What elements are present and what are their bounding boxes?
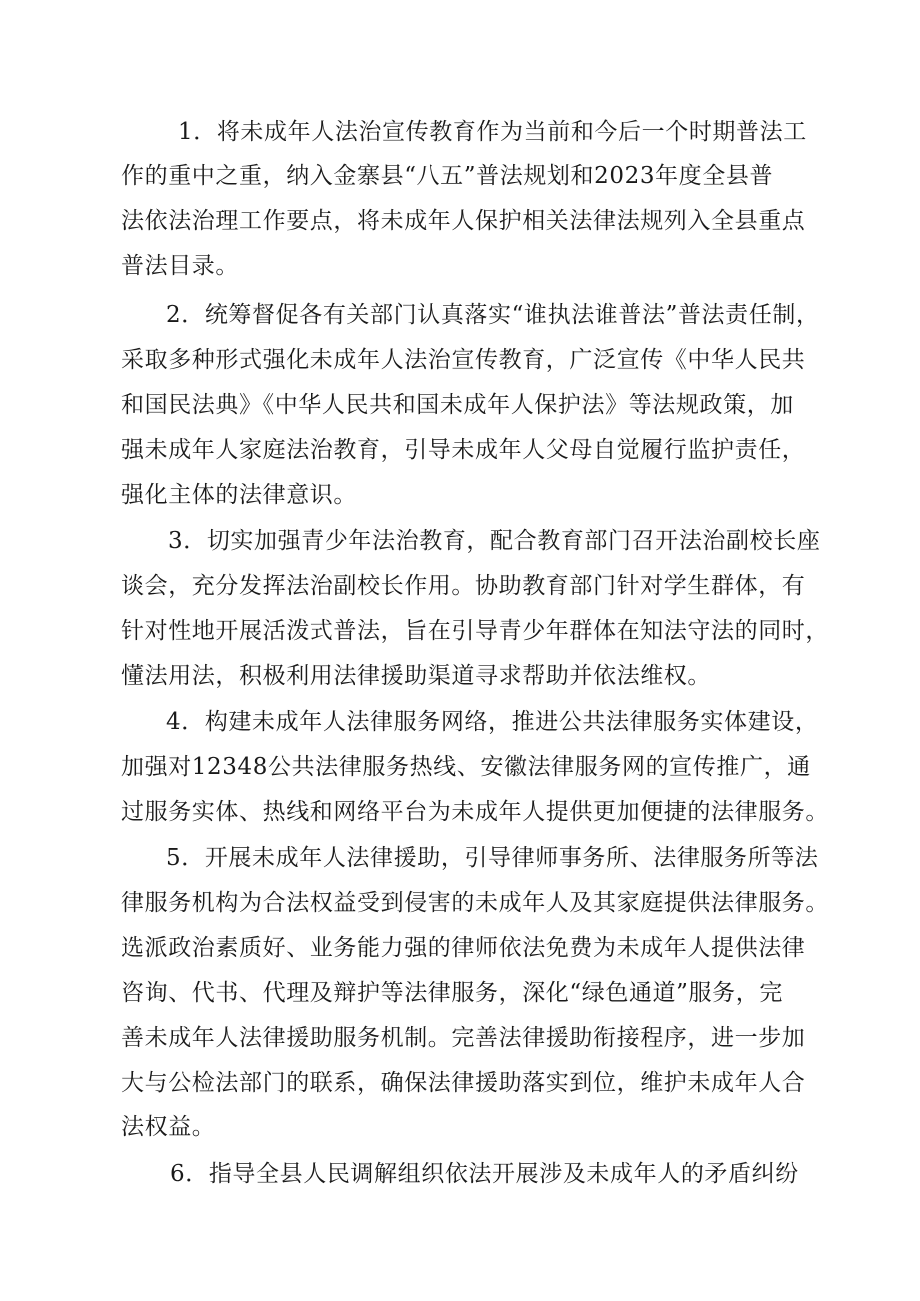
paragraph-5-line-7: 法权益。 — [121, 1114, 216, 1140]
paragraph-3-line-1: 3．切实加强青少年法治教育，配合教育部门召开法治副校长座 — [168, 528, 821, 554]
paragraph-5-line-2: 律服务机构为合法权益受到侵害的未成年人及其家庭提供法律服务。 — [121, 890, 829, 916]
paragraph-2-line-5: 强化主体的法律意识。 — [121, 482, 357, 508]
paragraph-1-line-2: 作的重中之重，纳入金寨县“八五”普法规划和2023年度全县普 — [121, 163, 774, 189]
paragraph-1-line-1: 1．将未成年人法治宣传教育作为当前和今后一个时期普法工 — [178, 119, 807, 145]
paragraph-3-line-4: 懂法用法，积极利用法律援助渠道寻求帮助并依法维权。 — [121, 663, 711, 689]
paragraph-5-line-6: 大与公检法部门的联系，确保法律援助落实到位，维护未成年人合 — [121, 1070, 806, 1096]
paragraph-2-line-4: 强未成年人家庭法治教育，引导未成年人父母自觉履行监护责任， — [121, 437, 806, 463]
paragraph-5-line-5: 善未成年人法律援助服务机制。完善法律援助衔接程序，进一步加 — [121, 1025, 806, 1051]
paragraph-1-line-4: 普法目录。 — [121, 253, 239, 279]
paragraph-2-line-2: 采取多种形式强化未成年人法治宣传教育，广泛宣传《中华人民共 — [121, 347, 806, 373]
paragraph-2-line-1: 2．统筹督促各有关部门认真落实“谁执法谁普法”普法责任制， — [166, 302, 820, 328]
paragraph-6-line-1: 6．指导全县人民调解组织依法开展涉及未成年人的矛盾纠纷 — [170, 1161, 799, 1187]
paragraph-4-line-2: 加强对12348公共法律服务热线、安徽法律服务网的宣传推广，通 — [121, 754, 811, 780]
paragraph-4-line-3: 过服务实体、热线和网络平台为未成年人提供更加便捷的法律服务。 — [121, 799, 829, 825]
paragraph-3-line-3: 针对性地开展活泼式普法，旨在引导青少年群体在知法守法的同时， — [121, 618, 829, 644]
paragraph-5-line-3: 选派政治素质好、业务能力强的律师依法免费为未成年人提供法律 — [121, 935, 806, 961]
paragraph-2-line-3: 和国民法典》《中华人民共和国未成年人保护法》等法规政策，加 — [121, 392, 794, 418]
paragraph-1-line-3: 法依法治理工作要点，将未成年人保护相关法律法规列入全县重点 — [121, 208, 806, 234]
paragraph-4-line-1: 4．构建未成年人法律服务网络，推进公共法律服务实体建设， — [166, 709, 819, 735]
paragraph-5-line-1: 5．开展未成年人法律援助，引导律师事务所、法律服务所等法 — [166, 845, 819, 871]
paragraph-5-line-4: 咨询、代书、代理及辩护等法律服务，深化“绿色通道”服务，完 — [121, 980, 783, 1006]
paragraph-3-line-2: 谈会，充分发挥法治副校长作用。协助教育部门针对学生群体，有 — [121, 573, 806, 599]
